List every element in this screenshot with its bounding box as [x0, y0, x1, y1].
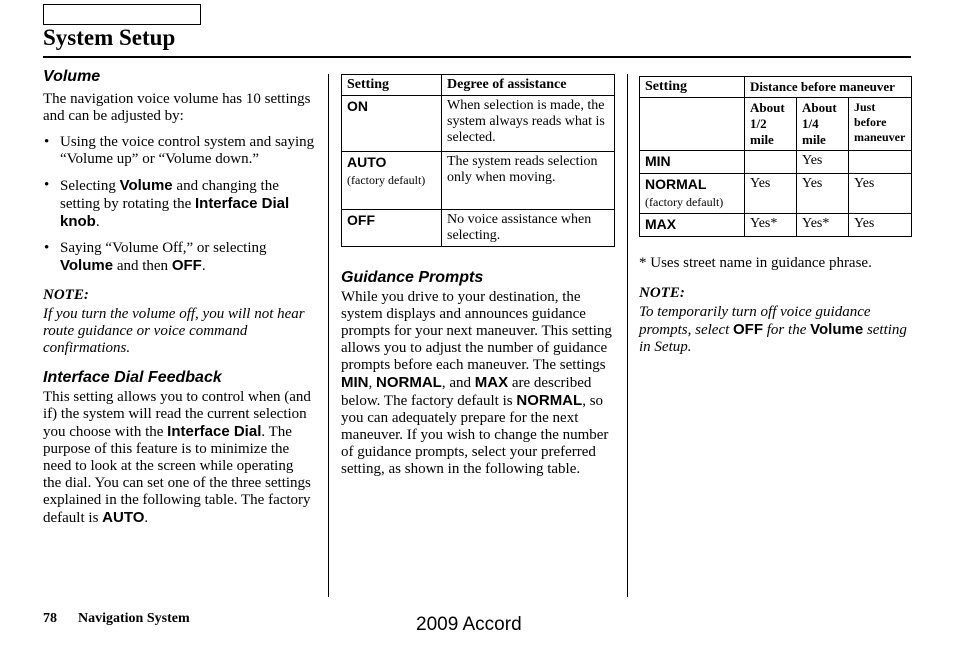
column-header: Setting	[640, 77, 745, 98]
left-column	[43, 68, 315, 527]
column-subheader: About 1/2 mile	[745, 98, 797, 151]
table-row	[342, 152, 615, 210]
right-column	[639, 255, 914, 356]
page-number: 78	[43, 611, 57, 626]
volume-intro: The navigation voice volume has 10 settings and can be adjusted by:	[43, 91, 311, 124]
setting-cell: ON	[342, 96, 442, 152]
setting-cell: NORMAL (factory default)	[640, 174, 745, 214]
list-item: • Using the voice control system and saying “Volume up” or “Volume down.”	[44, 134, 315, 167]
list-item: • Selecting Volume and changing the setting by rotating the Interface Dial knob.	[44, 177, 290, 230]
column-header: Distance before maneuver	[745, 77, 912, 98]
column-header: Setting	[342, 75, 442, 96]
value-cell: Yes	[797, 174, 849, 214]
column-subheader: Just before maneuver	[849, 98, 912, 151]
footer-section-label: Navigation System	[78, 611, 190, 626]
table-subheader-row	[640, 98, 912, 151]
setting-cell: MAX	[640, 214, 745, 237]
interface-dial-feedback-heading: Interface Dial Feedback	[43, 369, 222, 386]
volume-heading: Volume	[43, 68, 101, 85]
list-item: • Saying “Volume Off,” or selecting Volume and then OFF.	[44, 240, 267, 274]
value-cell: Yes	[797, 151, 849, 174]
description-cell: The system reads selection only when moving.	[442, 152, 615, 210]
middle-column	[341, 269, 615, 478]
value-cell	[745, 151, 797, 174]
value-cell: Yes*	[745, 214, 797, 237]
empty-cell	[640, 98, 745, 151]
page-title: System Setup	[43, 25, 176, 50]
setting-cell: AUTO (factory default)	[342, 152, 442, 210]
table-header-row	[640, 77, 912, 98]
footnote: * Uses street name in guidance phrase.	[639, 255, 872, 271]
table-row	[342, 96, 615, 152]
value-cell: Yes*	[797, 214, 849, 237]
section-tab-box	[43, 4, 201, 25]
value-cell: Yes	[849, 214, 912, 237]
column-subheader: About 1/4 mile	[797, 98, 849, 151]
assistance-table	[341, 74, 615, 247]
note-label: NOTE:	[43, 287, 89, 303]
table-row	[342, 210, 615, 247]
setting-cell: OFF	[342, 210, 442, 247]
note-label: NOTE:	[639, 285, 685, 301]
table-row	[640, 151, 912, 174]
footer-model-label: 2009 Accord	[416, 614, 522, 635]
table-header-row	[342, 75, 615, 96]
guidance-prompts-text: While you drive to your destination, the system displays and announces guidance prompts for your next maneuver. This setting allows you to adjust the number of guidance prompts before each maneuver. The settings MIN, NORMAL, and MAX are described below. The factory default is NORMAL, so you can adequately prepare for the next maneuver. If you wish to change the number of guidance prompts, select your preferred setting, as shown in the following table.	[341, 289, 612, 477]
guidance-prompts-heading: Guidance Prompts	[341, 269, 484, 286]
interface-dial-feedback-text: This setting allows you to control when (and if) the system will read the current selection you choose with the Interface Dial. The purpose of this feature is to minimize the need to look at the screen while operating the dial. You can set one of the three settings explained in the following table. The factory default is AUTO.	[43, 389, 311, 526]
column-header: Degree of assistance	[442, 75, 615, 96]
value-cell: Yes	[745, 174, 797, 214]
column-divider-1	[328, 74, 329, 597]
volume-methods-list	[43, 134, 315, 275]
description-cell: No voice assistance when selecting.	[442, 210, 615, 247]
note-text: If you turn the volume off, you will not hear route guidance or voice command confirmations.	[43, 306, 305, 356]
table-row	[640, 174, 912, 214]
title-rule	[43, 56, 911, 58]
table-row	[640, 214, 912, 237]
value-cell	[849, 151, 912, 174]
distance-table	[639, 76, 912, 237]
column-divider-2	[627, 74, 628, 597]
note-text: To temporarily turn off voice guidance prompts, select OFF for the Volume setting in Setup.	[639, 304, 907, 355]
value-cell: Yes	[849, 174, 912, 214]
description-cell: When selection is made, the system always reads what is selected.	[442, 96, 615, 152]
setting-cell: MIN	[640, 151, 745, 174]
